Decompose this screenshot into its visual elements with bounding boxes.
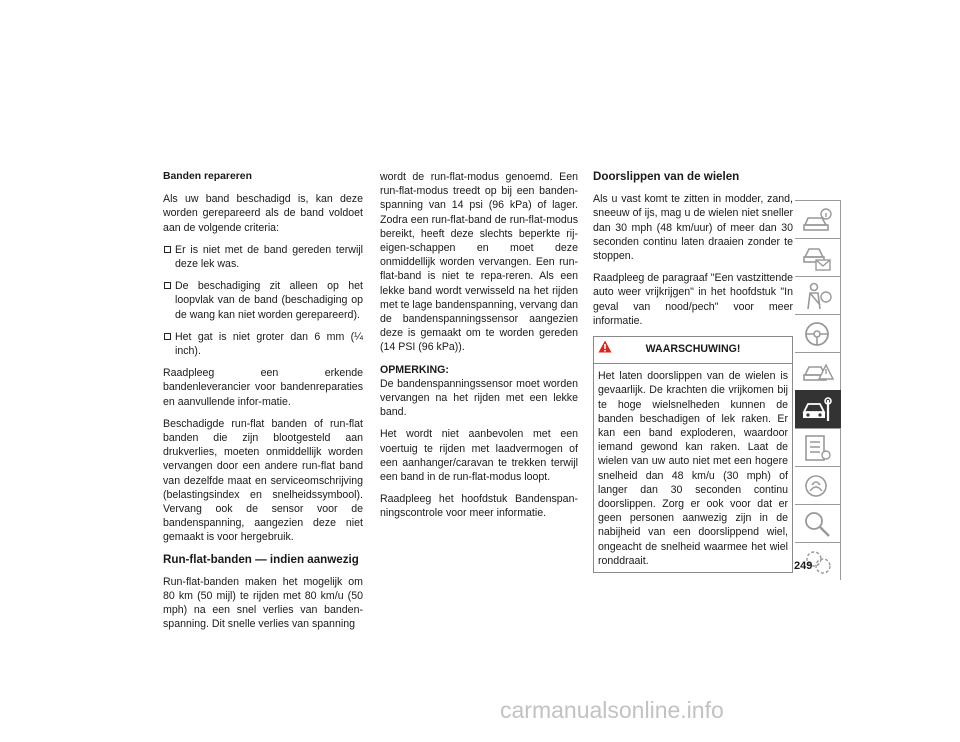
column-1	[163, 170, 363, 640]
square-bullet-icon	[164, 282, 171, 289]
reference-paragraph: Raadpleeg het hoofdstuk Bandenspan-ningscontrole voor meer informatie.	[380, 493, 578, 520]
car-wrench-icon	[802, 395, 834, 425]
runflat-paragraph-start: Run-flat-banden maken het mogelijk om 80 km (50 mijl) te rijden met 80 km/u (50 mph) na een snel verlies van banden-spanning. Dit snelle verlies van spanning	[163, 575, 363, 631]
warning-title: WAARSCHUWING!	[645, 343, 741, 356]
steering-wheel-icon	[802, 319, 834, 349]
warning-header	[594, 337, 792, 364]
warning-light-icon	[802, 357, 834, 387]
runflat-damaged-paragraph: Beschadigde run-flat banden of run-flat banden die zijn blootgesteld aan drukverlies, moeten onmiddellijk worden vervangen door een andere run-flat band van dezelfde maat en serviceomschrijving (belastingsindex en snelheidssymbool). Vervang ook de sensor voor de bandenspanning, aangezien deze niet gemaakt is voor hergebruik.	[163, 417, 363, 544]
page-number: 249	[794, 560, 813, 572]
note-text: De bandenspanningssensor moet worden vervangen na het rijden met een lekke band.	[380, 377, 578, 419]
square-bullet-icon	[164, 246, 171, 253]
column-3	[593, 170, 793, 573]
stuck-paragraph: Als u vast komt te zitten in modder, zand, sneeuw of ijs, mag u de wielen niet sneller dan 30 mph (48 km/uur) of meer dan 30 seconden continu laten draaien zonder te stoppen.	[593, 193, 793, 263]
bullet-text: Het gat is niet groter dan 6 mm (¼ inch).	[175, 330, 363, 358]
tab-warning-lights[interactable]	[795, 352, 841, 390]
repair-criterion-3	[163, 330, 363, 358]
seat-belt-icon	[802, 281, 834, 311]
car-mail-icon	[802, 243, 834, 273]
watermark: carmanualsonline.info	[500, 697, 724, 723]
warning-text: Het laten doorslippen van de wielen is gevaarlijk. De krachten die vrijkomen bij te hoge wielsnelheden kunnen de banden beschadigen of lek raken. Er kan een band exploderen, waardoor iemand gewond kan raken. Laat de wielen van uw auto niet met een hogere snelheid dan 48 km/u (30 mph) of langer dan 30 seconden continu doorslippen. Zorg er ook voor dat er geen personen aanwezig zijn in de nabijheid van een doorslippend wiel, ongeacht de snelheid waarmee het wiel ronddraait.	[598, 370, 788, 567]
note-label: OPMERKING:	[380, 363, 449, 376]
repair-criterion-1	[163, 243, 363, 271]
tab-search-index[interactable]	[795, 504, 841, 542]
maintenance-list-icon	[802, 433, 834, 463]
repair-intro: Als uw band beschadigd is, kan deze worden gerepareerd als de band voldoet aan de volgende criteria:	[163, 193, 363, 234]
warning-triangle-icon	[598, 340, 612, 357]
trailer-paragraph: Het wordt niet aanbevolen met een voertuig te rijden met laadvermogen of een aanhanger/caravan te trekken terwijl een band in de run-flat-modus loopt.	[380, 428, 578, 484]
multimedia-icon	[802, 471, 834, 501]
tab-maintenance[interactable]	[795, 428, 841, 466]
bullet-text: De beschadiging zit alleen op het loopvlak van de band (beschadiging op de wang kan niet worden gerepareerd).	[175, 280, 363, 321]
tab-seat-belt[interactable]	[795, 276, 841, 314]
column-2	[380, 170, 578, 529]
heading-banden-repareren: Banden repareren	[163, 171, 252, 182]
search-index-icon	[802, 509, 834, 539]
tab-multimedia[interactable]	[795, 466, 841, 504]
tab-car-mail[interactable]	[795, 238, 841, 276]
runflat-paragraph-continued: wordt de run-flat-modus genoemd. Een run-flat-modus treedt op bij een banden-spanning van 14 psi (96 kPa) of lager. Zodra een run-flat-band de run-flat-modus bereikt, heeft deze slechts beperkte rij-eigen-schappen en moet deze onmiddellijk worden vervangen. Een run-flat-band is niet te repa-reren. Als een lekke band wordt verwisseld na het rijden met te lage bandenspanning, vervang dan de bandenspanningssensor aangezien deze is gemaakt om te worden gereden (14 PSI (96 kPa)).	[380, 171, 578, 354]
tab-car-wrench-active[interactable]	[795, 390, 841, 428]
tab-car-info[interactable]	[795, 200, 841, 238]
repair-criterion-2	[163, 279, 363, 322]
square-bullet-icon	[164, 333, 171, 340]
dealer-paragraph: Raadpleeg een erkende bandenleverancier voor bandenreparaties en aanvullende infor-matie.	[163, 367, 363, 408]
heading-run-flat: Run-flat-banden — indien aanwezig	[163, 552, 359, 566]
note	[380, 363, 578, 420]
heading-doorslippen: Doorslippen van de wielen	[593, 170, 740, 183]
tab-steering-wheel[interactable]	[795, 314, 841, 352]
stuck-reference-paragraph: Raadpleeg de paragraaf "Een vastzittende auto weer vrijkrijgen" in het hoofdstuk "In geval van nood/pech" voor meer informatie.	[593, 272, 793, 327]
warning-box	[593, 336, 793, 573]
car-info-icon	[802, 205, 834, 235]
bullet-text: Er is niet met de band gereden terwijl deze lek was.	[175, 243, 363, 271]
